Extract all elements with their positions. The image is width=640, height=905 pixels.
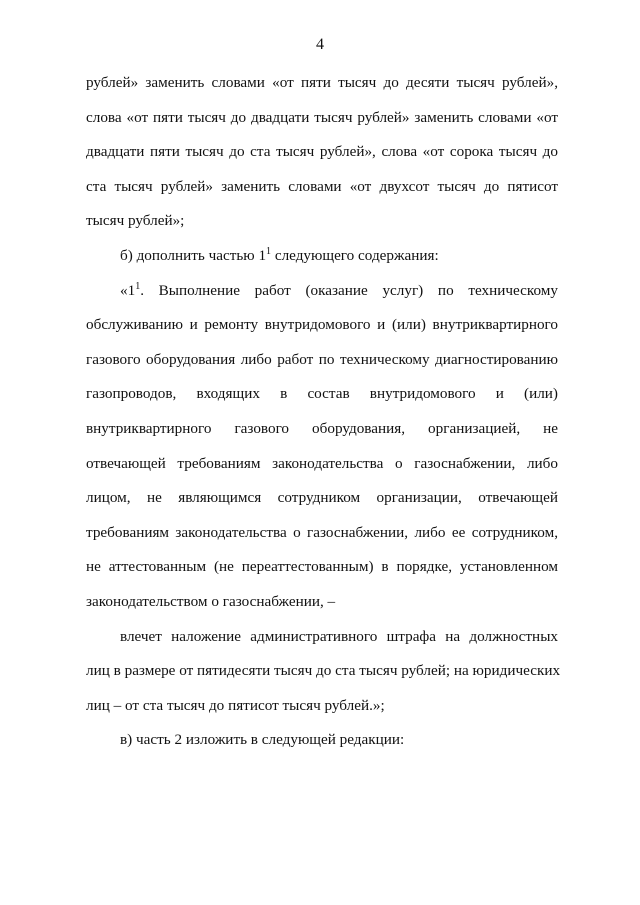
text-line: в) часть 2 изложить в следующей редакции: [120,731,405,749]
text-fragment: «1 [120,281,136,299]
text-line: требованиям законодательства о газоснабжении, либо ее сотрудником, [86,523,558,541]
text-line [86,274,558,309]
text-line: газового оборудования либо работ по техническому диагностированию [86,350,558,368]
paragraph-part-1-1 [86,274,558,620]
text-line: обслуживанию и ремонту внутридомового и (или) внутриквартирного [86,316,558,334]
document-body [86,66,561,758]
superscript: 1 [266,245,272,257]
paragraph-item-v [86,723,558,758]
text-line: не аттестованным (не переаттестованным) в порядке, установленном [86,558,558,576]
text-line: ста тысяч рублей» заменить словами «от двухсот тысяч до пятисот [86,177,558,195]
text-line: газопроводов, входящих в состав внутридомового и (или) [86,385,558,403]
superscript: 1 [135,280,141,292]
text-line: рублей» заменить словами «от пяти тысяч до десяти тысяч рублей», [86,74,558,91]
text-fragment: б) дополнить частью 1 [120,246,267,264]
text-fragment: следующего содержания: [271,246,439,264]
paragraph-amendment-continuation [86,66,558,239]
text-line: тысяч рублей»; [86,212,185,230]
text-line: лиц – от ста тысяч до пятисот тысяч рублей.»; [86,696,385,714]
text-line: лицом, не являющимся сотрудником организации, отвечающей [86,489,558,507]
page-number: 4 [316,36,324,53]
paragraph-penalty [86,620,561,724]
text-fragment: . Выполнение работ (оказание услуг) по техническому [140,281,558,299]
text-line: отвечающей требованиям законодательства о газоснабжении, либо [86,454,558,472]
text-line [86,239,558,274]
paragraph-item-b [86,239,558,274]
text-line: слова «от пяти тысяч до двадцати тысяч рублей» заменить словами «от [86,108,558,126]
text-line: внутриквартирного газового оборудования, организацией, не [86,419,558,437]
text-line: законодательством о газоснабжении, – [86,592,336,610]
text-line: влечет наложение административного штрафа на должностных [120,627,558,645]
text-line: лиц в размере от пятидесяти тысяч до ста тысяч рублей; на юридических [86,662,561,680]
text-line: двадцати пяти тысяч до ста тысяч рублей», слова «от сорока тысяч до [86,143,558,161]
